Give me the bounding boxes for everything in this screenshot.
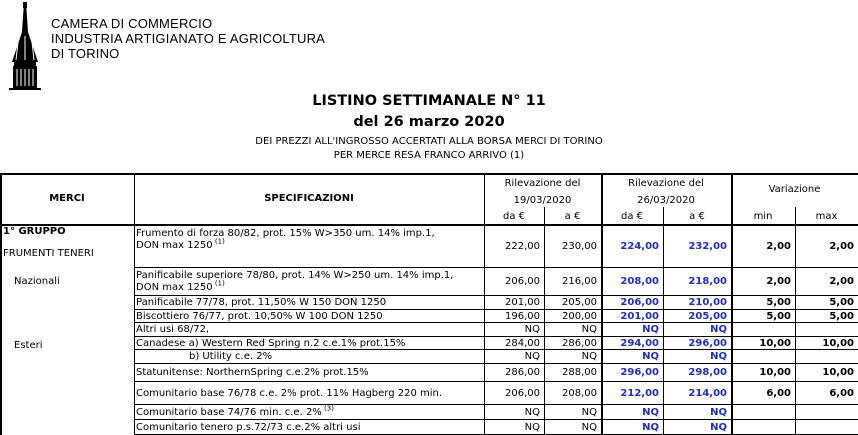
value-curr-da: 212,00: [620, 387, 659, 399]
spec-line: Canadese a) Western Red Spring n.2 c.e.1% prot.15%: [136, 337, 406, 349]
spec-line: Panificabile superiore 78/80, prot. 14% W>250 um. 14% imp.1,: [136, 270, 454, 281]
spec-line: b) Utility c.e. 2%: [189, 351, 273, 362]
spec-cell: [136, 324, 209, 336]
spec-cell: [136, 270, 453, 294]
value-curr-da: 206,00: [620, 297, 659, 308]
row-rule: [134, 295, 858, 296]
row-rule: [134, 381, 858, 382]
spec-line: Statunitense: NorthernSpring c.e.2% prot.15%: [136, 367, 369, 378]
col-header-spec: SPECIFICAZIONI: [264, 193, 354, 204]
col-sub-max: max: [815, 211, 838, 222]
value-max: 5,00: [829, 310, 854, 322]
value-prev-a: 205,00: [562, 297, 597, 308]
value-curr-a: 205,00: [688, 310, 727, 322]
value-curr-da: NQ: [642, 351, 659, 362]
value-prev-da: 222,00: [505, 241, 540, 252]
price-table: [0, 173, 858, 435]
spec-cell: [136, 338, 405, 350]
value-curr-da: NQ: [642, 324, 659, 335]
chamber-line-1: CAMERA DI COMMERCIO: [51, 16, 213, 31]
value-min: 10,00: [759, 367, 791, 378]
value-max: 2,00: [829, 276, 854, 287]
spec-cell: [136, 388, 442, 400]
value-max: 10,00: [822, 367, 854, 378]
spec-cell: [136, 228, 435, 252]
esteri-label: Esteri: [14, 340, 43, 351]
spec-cell: [136, 367, 369, 379]
value-prev-a: 216,00: [562, 276, 597, 287]
value-prev-a: 286,00: [562, 337, 597, 349]
value-curr-a: 210,00: [688, 297, 727, 308]
value-prev-da: 284,00: [505, 337, 540, 349]
spec-line: Frumento di forza 80/82, prot. 15% W>350 um. 14% imp.1,: [136, 228, 435, 239]
spec-line: DON max 1250 $^{(1)}$: [136, 279, 225, 293]
value-curr-a: NQ: [710, 324, 727, 335]
value-curr-a: NQ: [710, 421, 727, 433]
category-label: FRUMENTI TENERI: [3, 248, 94, 259]
chamber-line-3: DI TORINO: [51, 46, 120, 61]
value-prev-a: NQ: [581, 324, 597, 335]
value-min: 5,00: [766, 297, 791, 308]
value-prev-da: 286,00: [505, 367, 540, 378]
value-prev-a: 288,00: [562, 367, 597, 378]
spec-line: Comunitario base 76/78 c.e. 2% prot. 11% Hagberg 220 min.: [136, 387, 443, 399]
value-max: 10,00: [822, 337, 854, 349]
spec-cell: [189, 351, 272, 363]
value-max: 6,00: [829, 387, 854, 399]
value-curr-a: 296,00: [688, 337, 727, 349]
row-rule: [134, 404, 858, 405]
chamber-line-2: INDUSTRIA ARTIGIANATO E AGRICOLTURA: [51, 31, 326, 46]
row-rule: [134, 419, 858, 420]
value-curr-a: NQ: [710, 406, 727, 418]
value-curr-da: 208,00: [620, 276, 659, 287]
value-prev-a: 208,00: [562, 387, 597, 399]
document-header: [0, 0, 858, 95]
spec-line: Panificabile 77/78, prot. 11,50% W 150 DON 1250: [136, 297, 387, 308]
value-max: 2,00: [829, 241, 854, 252]
value-min: 5,00: [766, 310, 791, 322]
spec-line: Comunitario tenero p.s.72/73 c.e.2% altri usi: [136, 421, 361, 433]
value-prev-da: NQ: [524, 351, 540, 362]
value-curr-a: NQ: [710, 351, 727, 362]
col-header-curr-1: Rilevazione del: [628, 178, 704, 189]
value-prev-da: 201,00: [505, 297, 540, 308]
spec-cell: [136, 422, 360, 434]
value-prev-a: NQ: [581, 406, 597, 418]
footnote-ref: (1): [212, 237, 225, 246]
nazionali-label: Nazionali: [14, 276, 60, 287]
value-prev-da: 206,00: [505, 276, 540, 287]
value-prev-da: 196,00: [505, 310, 540, 322]
value-prev-da: 206,00: [505, 387, 540, 399]
mole-antonelliana-logo: [4, 2, 46, 90]
list-title: LISTINO SETTIMANALE N° 11: [312, 93, 546, 109]
value-curr-da: 294,00: [620, 337, 659, 349]
value-min: 2,00: [766, 241, 791, 252]
spec-cell: [136, 404, 334, 419]
col-sub-prev-a: a €: [564, 211, 581, 222]
value-prev-a: NQ: [581, 351, 597, 362]
spec-line: Biscottiero 76/77, prot. 10,50% W 100 DON 1250: [136, 310, 383, 322]
value-prev-a: NQ: [581, 421, 597, 433]
list-date: del 26 marzo 2020: [353, 114, 505, 130]
row-rule: [134, 267, 858, 268]
spec-cell: [136, 297, 386, 309]
value-min: 10,00: [759, 337, 791, 349]
col-header-prev-2: 19/03/2020: [513, 195, 572, 206]
col-header-merci: MERCI: [49, 193, 85, 204]
subtitle-line-2: PER MERCE RESA FRANCO ARRIVO (1): [333, 150, 525, 161]
value-curr-da: NQ: [642, 406, 659, 418]
value-prev-a: 230,00: [562, 241, 597, 252]
value-curr-a: 298,00: [688, 367, 727, 378]
value-curr-da: 296,00: [620, 367, 659, 378]
col-sub-curr-da: da €: [620, 211, 644, 222]
spec-line: Altri usi 68/72,: [136, 324, 210, 335]
row-rule: [134, 363, 858, 364]
col-header-variazione: Variazione: [768, 184, 821, 195]
spec-line: DON max 1250 $^{(1)}$: [136, 237, 225, 251]
col-sub-min: min: [753, 211, 773, 222]
spec-cell: [136, 311, 383, 323]
value-prev-da: NQ: [524, 421, 540, 433]
grid-line: [134, 173, 135, 435]
col-sub-curr-a: a €: [689, 211, 705, 222]
header-rule: [0, 224, 858, 226]
chamber-name: [51, 16, 325, 61]
footnote-ref: (1): [212, 279, 225, 288]
value-curr-a: 218,00: [688, 276, 727, 287]
value-prev-da: NQ: [524, 324, 540, 335]
value-curr-da: 224,00: [620, 241, 659, 252]
value-prev-da: NQ: [524, 406, 540, 418]
value-curr-a: 214,00: [688, 387, 727, 399]
spec-line: Comunitario base 74/76 min. c.e. 2% $^{(3)}$: [136, 404, 334, 418]
col-sub-prev-da: da €: [502, 211, 526, 222]
value-min: 2,00: [766, 276, 791, 287]
footnote-ref: (3): [321, 404, 334, 413]
value-min: 6,00: [766, 387, 791, 399]
value-curr-a: 232,00: [688, 241, 727, 252]
col-header-curr-2: 26/03/2020: [637, 195, 695, 206]
value-curr-da: 201,00: [620, 310, 659, 322]
value-curr-da: NQ: [642, 421, 659, 433]
group-label: 1° GRUPPO: [3, 226, 66, 237]
value-prev-a: 200,00: [562, 310, 597, 322]
subtitle-line-1: DEI PREZZI ALL'INGROSSO ACCERTATI ALLA BORSA MERCI DI TORINO: [255, 136, 603, 147]
col-header-prev-1: Rilevazione del: [504, 178, 581, 189]
value-max: 5,00: [829, 297, 854, 308]
